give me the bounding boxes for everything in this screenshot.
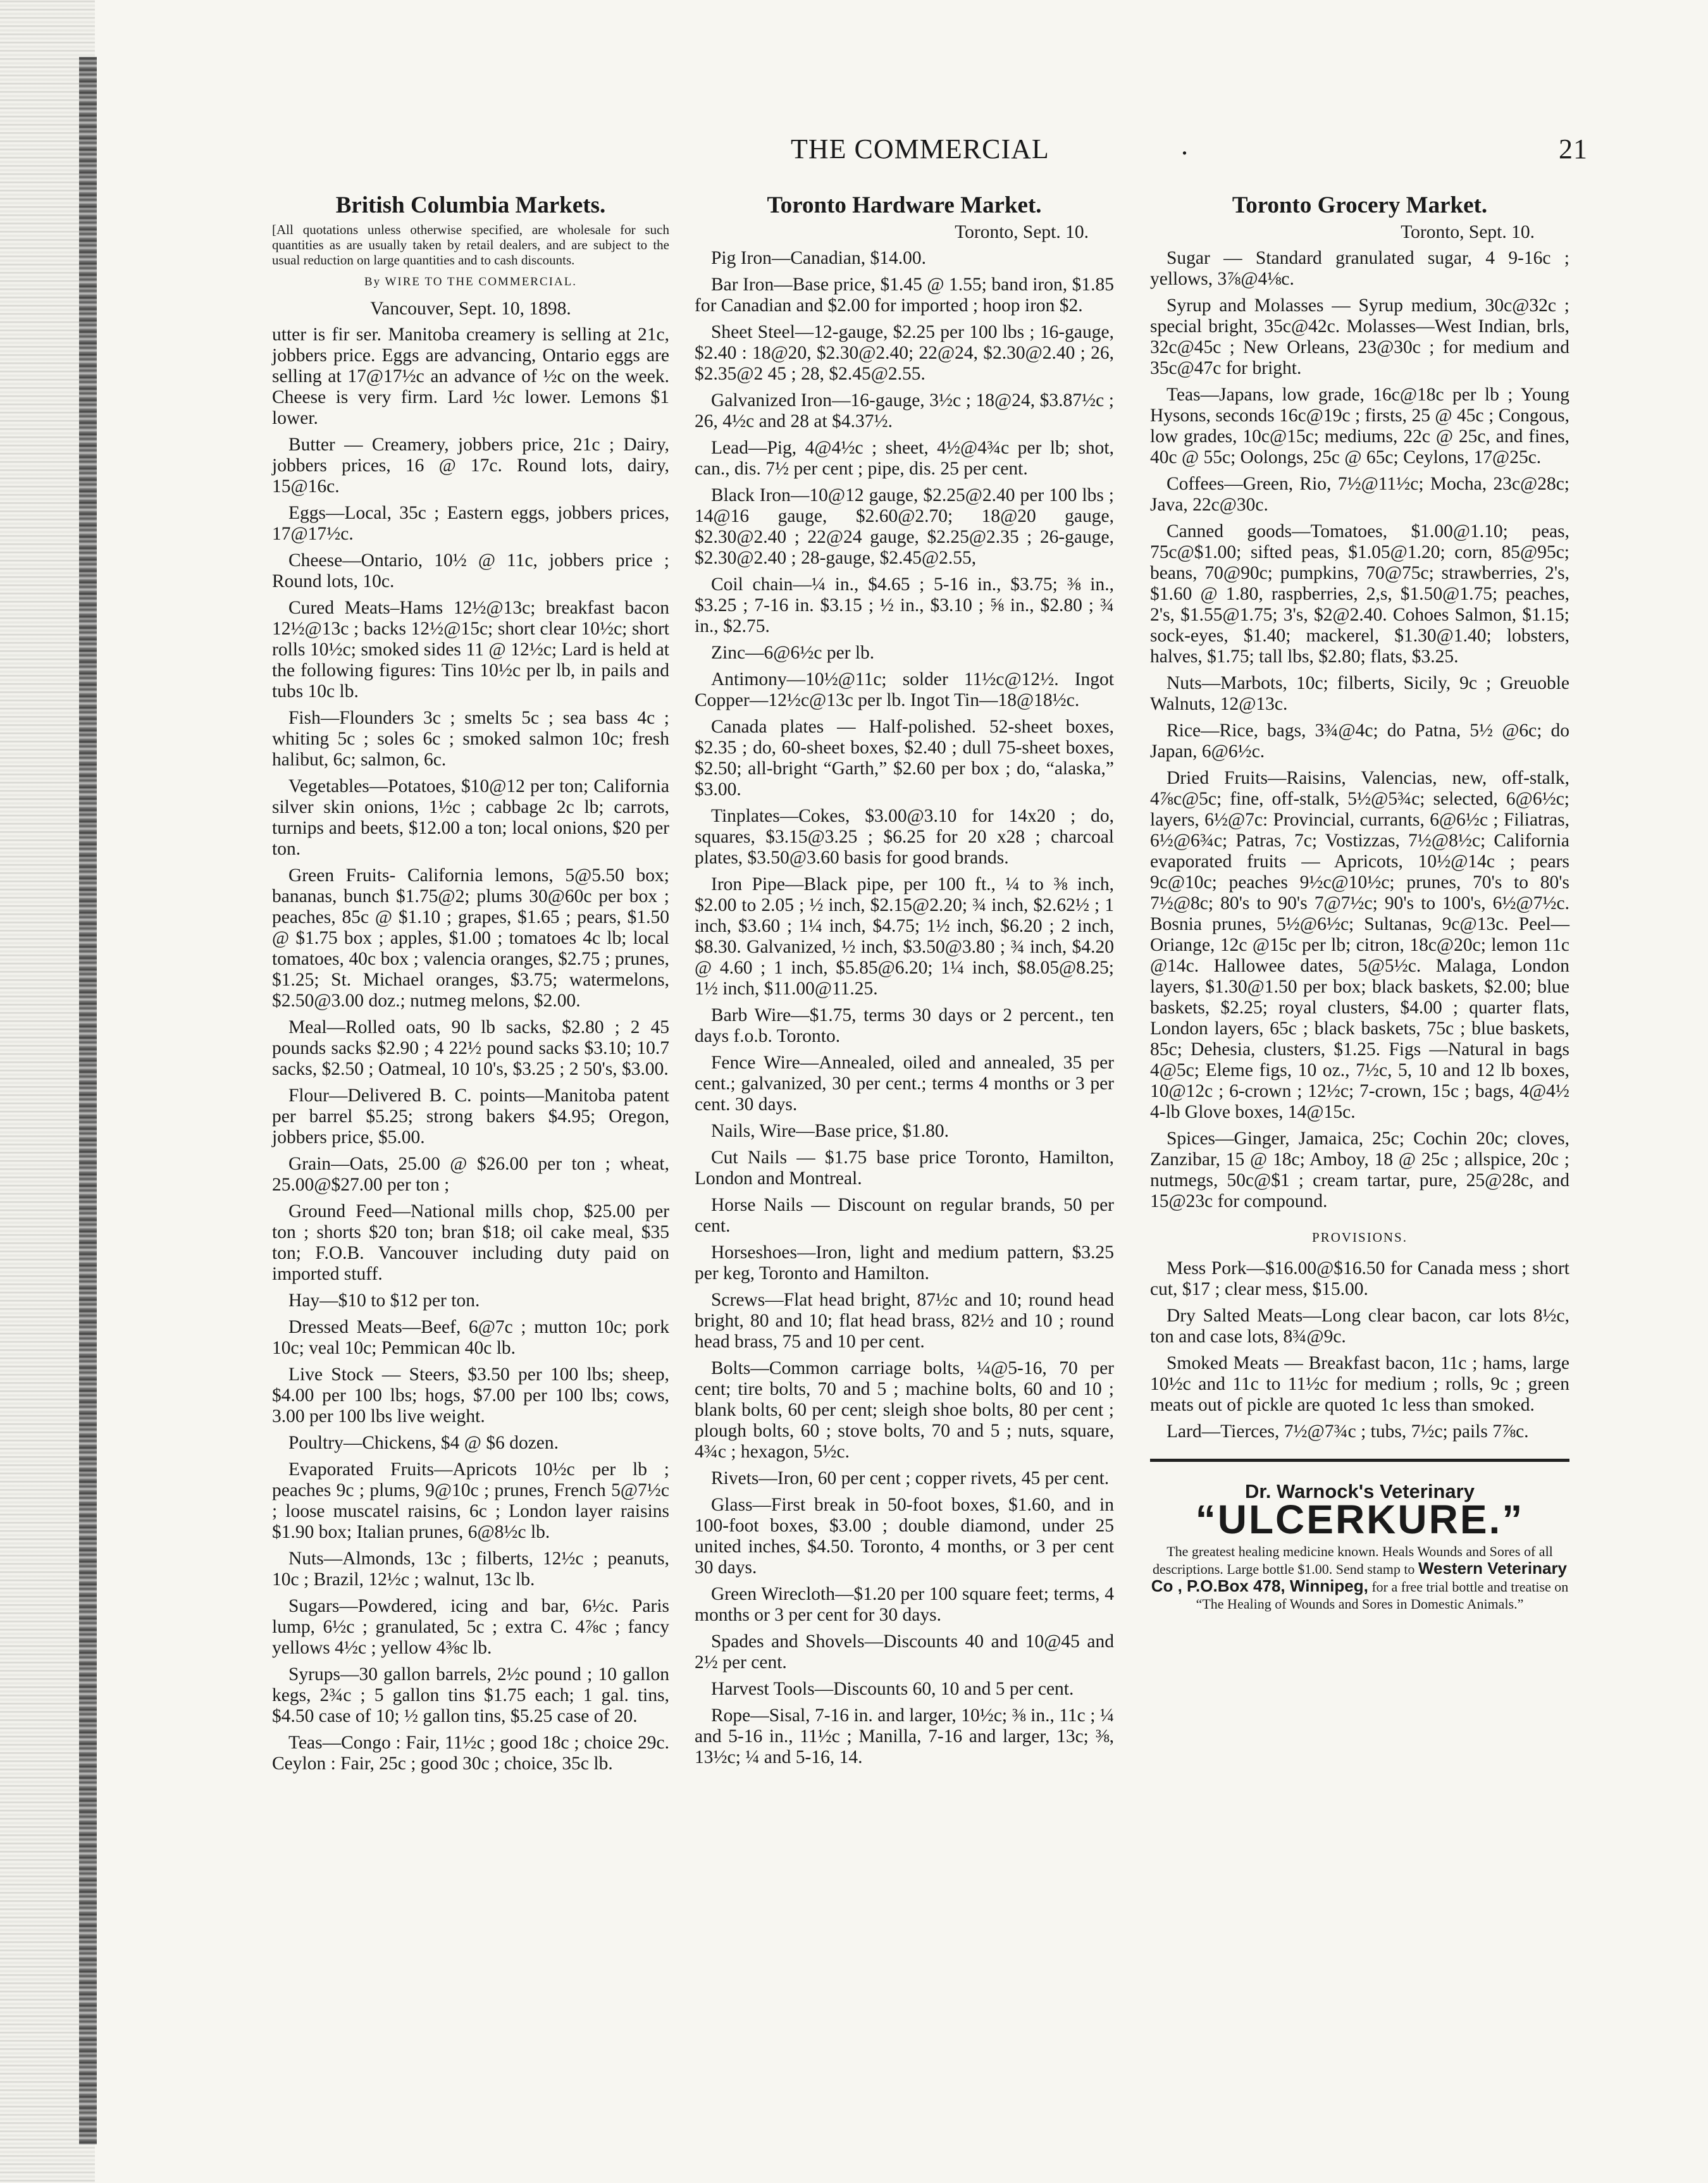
- section-heading: Toronto Grocery Market.: [1232, 192, 1488, 218]
- market-paragraph: Dried Fruits—Raisins, Valencias, new, off-stalk, 4⅞c@5c; fine, off-stalk, 5½@5¾c; selected, 6@6½c; layers, 6½@7c: Provincial, currants, 6@6½c ; Filiatras, 6½@6¾c; Patras, 7c; Vostizzas, 7½@8½c; California evaporated fruits — Apricots, 10½@14c ; pears 9c@10c; peaches 9½c@10½c; prunes, 70's to 80's 7½@8c; 80's to 90's 7@7½c; 90's to 100's, 6½@7½c. Bosnia prunes, 5½@6½c; Sultanas, 9c@13c. Peel—Oriange, 12c @15c per lb; citron, 18c@20c; lemon 11c @14c. Hallowee dates, 5@5½c. Malaga, London layers, $1.30@1.50 per box; black baskets, $2.00; blue baskets, $2.25; royal clusters, $4.00 ; quarter flats, London layers, 65c ; black baskets, 75c ; blue baskets, 85c; Dehesia, clusters, $1.25. Figs —Natural in bags 4@5c; Eleme figs, 10 oz., 7½c, 5, 10 and 12 lb boxes, 10@12c ; 6-crown ; 12½c; 7-crown, 15c ; bags, 4@4½ 4-lb Glove boxes, 14@15c.: [1150, 768, 1569, 1122]
- market-paragraph: Horseshoes—Iron, light and medium pattern, $3.25 per keg, Toronto and Hamilton.: [695, 1242, 1114, 1283]
- market-paragraph: Black Iron—10@12 gauge, $2.25@2.40 per 100 lbs ; 14@16 gauge, $2.60@2.70; 18@20 gauge, $2.30@2.40 ; 22@24 gauge, $2.25@2.35 ; 26-gauge, $2.30@2.40 ; 28-gauge, $2.45@2.55,: [695, 485, 1114, 568]
- market-paragraph: Poultry—Chickens, $4 @ $6 dozen.: [288, 1433, 559, 1453]
- dateline: Vancouver, Sept. 10, 1898.: [370, 299, 571, 319]
- market-paragraph: Zinc—6@6½c per lb.: [711, 643, 875, 663]
- market-paragraph: Sugar — Standard granulated sugar, 4 9-16c ; yellows, 3⅞@4⅛c.: [1150, 248, 1569, 289]
- market-paragraph: Lard—Tierces, 7½@7¾c ; tubs, 7½c; pails 7⅞c.: [1167, 1421, 1529, 1442]
- market-paragraph: Smoked Meats — Breakfast bacon, 11c ; hams, large 10½c and 11c to 11½c for medium ; rolls, 9c ; green meats out of pickle are quoted 1c less than smoked.: [1150, 1353, 1569, 1415]
- provisions-heading: PROVISIONS.: [1312, 1230, 1408, 1245]
- market-paragraph: Fish—Flounders 3c ; smelts 5c ; sea bass 4c ; whiting 5c ; soles 6c ; smoked salmon 10c; fresh halibut, 6c; salmon, 6c.: [272, 708, 669, 770]
- market-paragraph: Mess Pork—$16.00@$16.50 for Canada mess ; short cut, $17 ; clear mess, $15.00.: [1150, 1258, 1569, 1299]
- market-paragraph: Lead—Pig, 4@4½c ; sheet, 4½@4¾c per lb; shot, can., dis. 7½ per cent ; pipe, dis. 25 per cent.: [695, 438, 1114, 479]
- market-paragraph: Evaporated Fruits—Apricots 10½c per lb ; peaches 9c ; plums, 9@10c ; prunes, French 5@7½c ; loose muscatel raisins, 6c ; London layer raisins $1.90 box; Italian prunes, 6@8½c lb.: [272, 1459, 669, 1542]
- market-paragraph: Cured Meats–Hams 12½@13c; breakfast bacon 12½@13c ; backs 12½@15c; short clear 10½c; short rolls 10½c; smoked sides 11 @ 12½c; Lard is held at the following figures: Tins 10½c per lb, in pails and tubs 10c lb.: [272, 598, 669, 702]
- market-paragraph: Teas—Congo : Fair, 11½c ; good 18c ; choice 29c. Ceylon : Fair, 25c ; good 30c ; choice, 35c lb.: [272, 1733, 669, 1774]
- market-paragraph: Canned goods—Tomatoes, $1.00@1.10; peas, 75c@$1.00; sifted peas, $1.05@1.20; corn, 85@95c; beans, 70@90c; pumpkins, 70@75c; strawberries, 2's, $1.60 @ 1.80, raspberries, 2,s, $1.50@1.75; peaches, 2's, $1.55@1.75; 3's, $2@2.40. Cohoes Salmon, $1.15; sock-eyes, $1.40; mackerel, $1.30@1.40; lobsters, halves, $1.75; tall lbs, $2.80; flats, $3.25.: [1150, 521, 1569, 667]
- market-paragraph: Cheese—Ontario, 10½ @ 11c, jobbers price ; Round lots, 10c.: [272, 550, 669, 591]
- market-paragraph: Antimony—10½@11c; solder 11½c@12½. Ingot Copper—12½c@13c per lb. Ingot Tin—18@18½c.: [695, 669, 1114, 710]
- market-paragraph: Nails, Wire—Base price, $1.80.: [711, 1121, 949, 1141]
- market-paragraph: Sheet Steel—12-gauge, $2.25 per 100 lbs ; 16-gauge, $2.40 : 18@20, $2.30@2.40; 22@24, $2.30@2.40 ; 26, $2.35@2 45 ; 28, $2.45@2.55.: [695, 322, 1114, 384]
- quotation-note: [All quotations unless otherwise specified, are wholesale for such quantities as are usually taken by retail dealers, and are subject to the usual reduction on large quantities and to cash discounts.: [272, 222, 669, 268]
- market-paragraph: Cut Nails — $1.75 base price Toronto, Hamilton, London and Montreal.: [695, 1147, 1114, 1189]
- market-paragraph: Pig Iron—Canadian, $14.00.: [711, 248, 927, 268]
- dateline: Toronto, Sept. 10.: [1401, 222, 1535, 242]
- ad-text-1: The greatest healing medicine known. Heals Wounds and Sores of all descriptions. Large bottle $1.00. Send stamp to: [1152, 1543, 1553, 1577]
- page-number: 21: [1559, 133, 1588, 164]
- market-paragraph: Hay—$10 to $12 per ton.: [288, 1290, 480, 1311]
- provisions-paragraphs: [1150, 1258, 1569, 1442]
- market-paragraph: Rice—Rice, bags, 3¾@4c; do Patna, 5½ @6c; do Japan, 6@6½c.: [1150, 720, 1569, 762]
- ad-product-name: “ULCERKURE.”: [1195, 1497, 1525, 1542]
- market-paragraph: Butter — Creamery, jobbers price, 21c ; Dairy, jobbers prices, 16 @ 17c. Round lots, dairy, 15@16c.: [272, 435, 669, 497]
- market-paragraphs: [1150, 248, 1569, 1212]
- market-paragraph: Ground Feed—National mills chop, $25.00 per ton ; shorts $20 ton; bran $18; oil cake meal, $35 ton; F.O.B. Vancouver including duty paid on imported stuff.: [272, 1201, 669, 1284]
- section-heading: British Columbia Markets.: [335, 192, 606, 218]
- market-paragraph: Nuts—Marbots, 10c; filberts, Sicily, 9c ; Greuoble Walnuts, 12@13c.: [1150, 673, 1569, 714]
- market-paragraph: Barb Wire—$1.75, terms 30 days or 2 percent., ten days f.o.b. Toronto.: [695, 1005, 1114, 1046]
- market-paragraph: Iron Pipe—Black pipe, per 100 ft., ¼ to ⅜ inch, $2.00 to 2.05 ; ½ inch, $2.15@2.20; ¾ inch, $2.62½ ; 1 inch, $3.60 ; 1¼ inch, $4.75; 1½ inch, $6.20 ; 2 inch, $8.30. Galvanized, ½ inch, $3.50@3.80 ; ¾ inch, $4.20 @ 4.60 ; 1 inch, $5.85@6.20; 1¼ inch, $8.05@8.25; 1½ inch, $11.00@11.25.: [695, 874, 1114, 999]
- market-paragraphs: [272, 325, 669, 1774]
- market-paragraph: Meal—Rolled oats, 90 lb sacks, $2.80 ; 2 45 pounds sacks $2.90 ; 4 22½ pound sacks $3.10; 10.7 sacks, $2.50 ; Oatmeal, 10 10's, $3.25 ; 2 50's, $3.00.: [272, 1017, 669, 1079]
- market-paragraph: Syrup and Molasses — Syrup medium, 30c@32c ; special bright, 35c@42c. Molasses—West Indian, brls, 32c@45c ; New Orleans, 23@30c ; for medium and 35c@47c for bright.: [1150, 295, 1569, 378]
- publication-title: THE COMMERCIAL: [791, 133, 1049, 164]
- market-paragraph: Glass—First break in 50-foot boxes, $1.60, and in 100-foot boxes, $3.00 ; double diamond, under 25 united inches, $4.50. Toronto, 4 months, or 3 per cent 30 days.: [695, 1495, 1114, 1578]
- byline: By WIRE TO THE COMMERCIAL.: [364, 275, 578, 288]
- market-paragraph: Coil chain—¼ in., $4.65 ; 5-16 in., $3.75; ⅜ in., $3.25 ; 7-16 in. $3.15 ; ½ in., $3.10 ; ⅝ in., $2.80 ; ¾ in., $2.75.: [695, 574, 1114, 636]
- market-paragraph: Tinplates—Cokes, $3.00@3.10 for 14x20 ; do, squares, $3.15@3.25 ; $6.25 for 20 x28 ; charcoal plates, $3.50@3.60 basis for good brands.: [695, 806, 1114, 868]
- column-toronto-grocery: [1150, 193, 1569, 1612]
- market-paragraph: Spices—Ginger, Jamaica, 25c; Cochin 20c; cloves, Zanzibar, 15 @ 18c; Amboy, 18 @ 25c ; allspice, 20c ; nutmegs, 50c@$1 ; cream tartar, pure, 25@28c, and 15@23c for compound.: [1150, 1129, 1569, 1211]
- market-paragraph: utter is fir ser. Manitoba creamery is selling at 21c, jobbers price. Eggs are advancing, Ontario eggs are selling at 17@17½c an advance of ½c on the week. Cheese is very firm. Lard ½c lower. Lemons $1 lower.: [272, 325, 669, 428]
- market-paragraph: Horse Nails — Discount on regular brands, 50 per cent.: [695, 1195, 1114, 1236]
- market-paragraph: Bar Iron—Base price, $1.45 @ 1.55; band iron, $1.85 for Canadian and $2.00 for imported ; hoop iron $2.: [695, 275, 1114, 316]
- market-paragraph: Spades and Shovels—Discounts 40 and 10@45 and 2½ per cent.: [695, 1631, 1114, 1673]
- market-paragraph: Syrups—30 gallon barrels, 2½c pound ; 10 gallon kegs, 2¾c ; 5 gallon tins $1.75 each; 1 gal. tins, $4.50 case of 10; ½ gallon tins, $5.25 case of 20.: [272, 1664, 669, 1726]
- market-paragraph: Harvest Tools—Discounts 60, 10 and 5 per cent.: [711, 1679, 1074, 1699]
- market-paragraph: Eggs—Local, 35c ; Eastern eggs, jobbers prices, 17@17½c.: [272, 503, 669, 544]
- market-paragraph: Teas—Japans, low grade, 16c@18c per lb ; Young Hysons, seconds 16c@19c ; firsts, 25 @ 45c ; Congous, low grades, 10c@15c; mediums, 22c @ 25c, and fines, 40c @ 55c; Oolongs, 25c @ 65c; Ceylons, 17@25c.: [1150, 385, 1569, 467]
- header-dot: .: [1181, 130, 1189, 161]
- market-paragraph: Dry Salted Meats—Long clear bacon, car lots 8½c, ton and case lots, 8¾@9c.: [1150, 1306, 1569, 1347]
- market-paragraph: Grain—Oats, 25.00 @ $26.00 per ton ; wheat, 25.00@$27.00 per ton ;: [272, 1154, 669, 1195]
- market-paragraphs: [695, 248, 1114, 1768]
- market-paragraph: Galvanized Iron—16-gauge, 3½c ; 18@24, $3.87½c ; 26, 4½c and 28 at $4.37½.: [695, 390, 1114, 431]
- ad-tagline: Dr. Warnock's Veterinary: [1245, 1480, 1475, 1502]
- market-paragraph: Live Stock — Steers, $3.50 per 100 lbs; sheep, $4.00 per 100 lbs; hogs, $7.00 per 100 lbs; cows, 3.00 per 100 lbs live weight.: [272, 1364, 669, 1426]
- ad-text-2: for a free trial bottle and treatise on “The Healing of Wounds and Sores in Domestic Animals.”: [1196, 1579, 1569, 1612]
- dateline: Toronto, Sept. 10.: [955, 222, 1089, 242]
- advertisement: [1150, 1481, 1569, 1612]
- ad-body: [1150, 1543, 1569, 1612]
- market-paragraph: Green Fruits- California lemons, 5@5.50 box; bananas, bunch $1.75@2; plums 30@60c per box ; peaches, 85c @ $1.10 ; grapes, $1.65 ; pears, $1.50 @ $1.75 box ; apples, $1.00 ; tomatoes 4c lb; local tomatoes, 40c box ; valencia oranges, $2.75 ; prunes, $1.25; St. Michael oranges, $3.75; watermelons, $2.50@3.00 doz.; nutmeg melons, $2.00.: [272, 865, 669, 1011]
- market-paragraph: Dressed Meats—Beef, 6@7c ; mutton 10c; pork 10c; veal 10c; Pemmican 40c lb.: [272, 1317, 669, 1358]
- divider-rule: [1150, 1459, 1569, 1462]
- market-paragraph: Fence Wire—Annealed, oiled and annealed, 35 per cent.; galvanized, 30 per cent.; terms 4 months or 3 per cent. 30 days.: [695, 1053, 1114, 1115]
- market-paragraph: Rope—Sisal, 7-16 in. and larger, 10½c; ⅜ in., 11c ; ¼ and 5-16 in., 11½c ; Manilla, 7-16 and larger, 13c; ⅜, 13½c; ¼ and 5-16, 14.: [695, 1705, 1114, 1767]
- market-paragraph: Green Wirecloth—$1.20 per 100 square feet; terms, 4 months or 3 per cent for 30 days.: [695, 1584, 1114, 1625]
- market-paragraph: Flour—Delivered B. C. points—Manitoba patent per barrel $5.25; strong bakers $4.95; Oregon, jobbers price, $5.00.: [272, 1085, 669, 1147]
- section-heading: Toronto Hardware Market.: [767, 192, 1042, 218]
- market-paragraph: Canada plates — Half-polished. 52-sheet boxes, $2.35 ; do, 60-sheet boxes, $2.40 ; dull 75-sheet boxes, $2.50; all-bright “Garth,” $2.60 per box ; do, “alaska,” $3.00.: [695, 717, 1114, 800]
- column-british-columbia: [272, 193, 669, 1780]
- ad-company: Western Veterinary Co , P.O.Box 478, Winnipeg,: [1151, 1559, 1568, 1595]
- market-paragraph: Screws—Flat head bright, 87½c and 10; round head bright, 80 and 10; flat head brass, 82½ and 10 ; round head brass, 75 and 10 per cent.: [695, 1290, 1114, 1352]
- market-paragraph: Bolts—Common carriage bolts, ¼@5-16, 70 per cent; tire bolts, 70 and 5 ; machine bolts, 60 and 10 ; blank bolts, 60 per cent; sleigh shoe bolts, 80 per cent ; plough bolts, 60 ; stove bolts, 70 and 5 ; nuts, square, 4¾c ; hexagon, 5½c.: [695, 1358, 1114, 1462]
- market-paragraph: Vegetables—Potatoes, $10@12 per ton; California silver skin onions, 1½c ; cabbage 2c lb; carrots, turnips and beets, $12.00 a ton; local onions, $20 per ton.: [272, 776, 669, 859]
- market-paragraph: Nuts—Almonds, 13c ; filberts, 12½c ; peanuts, 10c ; Brazil, 12½c ; walnut, 13c lb.: [272, 1549, 669, 1590]
- column-toronto-hardware: [695, 193, 1114, 1774]
- market-paragraph: Coffees—Green, Rio, 7½@11½c; Mocha, 23c@28c; Java, 22c@30c.: [1150, 474, 1569, 515]
- market-paragraph: Rivets—Iron, 60 per cent ; copper rivets, 45 per cent.: [711, 1468, 1110, 1488]
- market-paragraph: Sugars—Powdered, icing and bar, 6½c. Paris lump, 6½c ; granulated, 5c ; extra C. 4⅞c ; fancy yellows 4½c ; yellow 4⅜c lb.: [272, 1596, 669, 1658]
- binding-shadow: [79, 57, 97, 2144]
